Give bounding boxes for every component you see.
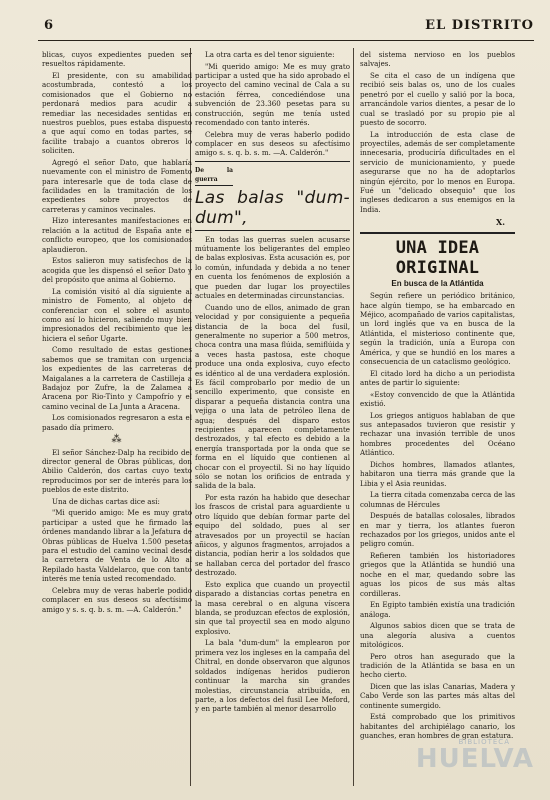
paragraph: Cuando uno de ellos, animado de gran velocidad y por consiguiente a pequeña distancia de la boca del fusil, generalmente no superior a 500 metros, choca contra una masa flúida, semiflúida y a veces hasta pastosa, este choque produce una onda explosiva, cuyo efecto es idéntico al de una verdadera explosión. Es fácil comprobarlo por medio de un sencillo experimento, que consiste en disparar a pequeña distancia contra una vejiga o una lata de petróleo llena de agua; después del disparo estos recipientes aparecen completamente destrozados, y tal efecto es debido a la energía transportada por la onda que se forma en el líquido que contienen al chocar con el proyectil. Si no hay líquido sólo se notan los orificios de entrada y salida de la bala. (195, 302, 350, 491)
paragraph: Por esta razón ha habido que desechar los frascos de cristal para aguardiente u otro líquido que debían formar parte del equipo del soldado, pues al ser atravesados por un proyectil se hacían añicos, y algunos fragmentos, arrojados a distancia, podían herir a los soldados que se hallaban cerca del portador del frasco destrozado. (195, 493, 350, 578)
quoted-letter: "Mi querido amigo: Me es muy grato participar a usted que he firmado las órdenes mandando librar a la Jefatura de Obras públicas de Huelva 1.500 pesetas para el estudio del camino vecinal desde la carretera de Venta de lo Alto al Repilado hasta Valdelarco, que con tanto interés me tenía usted recomendado. (42, 508, 192, 584)
paragraph: Agregó el señor Dato, que hablaría nuevamente con el ministro de Fomento para interesarle que de toda clase de facilidades en la tramitación de los expedientes sobre proyectos de carreteras y caminos vecinales. (42, 157, 192, 214)
paragraph: Según refiere un periódico británico, hace algún tiempo, se ha embarcado en Méjico, acompañado de varios capitalistas, un lord inglés que va en busca de la Atlántida, el misterioso continente que, según la tradición, unía a Europa con América, y que se hundió en los mares a consecuencia de un cataclismo geológico. (360, 291, 515, 366)
paragraph: El señor Sánchez-Dalp ha recibido del director general de Obras públicas, don Abilio Calderón, dos cartas cuyo texto reproducimos por ser de interés para los pueblos de este distrito. (42, 447, 192, 495)
article-headline: Las balas "dum-dum", (195, 188, 350, 231)
paragraph: Pero otros han asegurado que la tradición de la Atlántida se basa en un hecho cierto. (360, 651, 515, 680)
header-rule (38, 40, 534, 41)
paragraph: Hizo interesantes manifestaciones en relación a la actitud de España ante el conflicto europeo, que los comisionados aplaudieron. (42, 216, 192, 254)
page-number: 6 (44, 18, 54, 33)
library-watermark: HUELVA (415, 744, 534, 774)
column-3 (360, 50, 515, 790)
paragraph: La bala "dum-dum" la emplearon por primera vez los ingleses en la campaña del Chitral, en donde observaron que algunos soldados indígenas heridos pudieron continuar la marcha sin grandes molestias, circunstancia atribuída, en parte, a los defectos del fusil Lee Meford, y en parte también al menor desarrollo (195, 638, 350, 714)
paragraph: Se cita el caso de un indígena que recibió seis balas os, uno de los cuales penetró por el cuello y salió por la boca, arrancándole varios dientes, a pesar de lo cual se trasladó por su propio pie al puesto de socorro. (360, 71, 515, 128)
paragraph: En Egipto también existía una tradición análoga. (360, 600, 515, 619)
paragraph: Algunos sabios dicen que se trata de una alegoría alusiva a cuentos mitológicos. (360, 621, 515, 649)
quoted-letter: "Mi querido amigo: Me es muy grato participar a usted que ha sido aprobado el proyecto del camino vecinal de Cala a su estación férrea, concediéndose una subvención de 23.360 pesetas para su construcción, según me tenía usted recomendado con tanto interés. (195, 61, 350, 128)
section-rubric: De la guerra (195, 166, 233, 186)
library-watermark-label: BIBLIOTECA (458, 738, 510, 746)
article-subheadline: En busca de la Atlántida (391, 278, 484, 288)
paragraph: Los comisionados regresaron a esta el pasado día primero. (42, 413, 192, 432)
section-rule (195, 161, 350, 162)
paragraph: Como resultado de estas gestiones sabemos que se tramitan con urgencia los expedientes de las carreteras de Maigalanes a la carretera de Castilleja a Badajoz por Zufre, la de Zalamea a Aracena por Rio-Tinto y Campofrío y el camino vecinal de La Junta a Aracena. (42, 345, 192, 411)
article-headline: UNA IDEA ORIGINAL (395, 237, 480, 278)
paragraph: Una de dichas cartas dice así: (52, 496, 160, 506)
paragraph: El presidente, con su amabilidad acostumbrada, contestó a los comisionados que el Gobierno no perdonará medios para acudir a remediar las necesidades sentidas en nuestros pueblos, pues estaba dispuesto a que aquí como en todas partes, se facilite trabajo a cuantos obreros lo soliciten. (42, 71, 192, 156)
paragraph: del sistema nervioso en los pueblos salvajes. (360, 50, 515, 69)
paragraph: Los griegos antiguos hablaban de que sus antepasados tuvieron que resistir y rechazar una invasión terrible de unos hombres procedentes del Océano Atlántico. (360, 410, 515, 458)
paragraph: Esto explica que cuando un proyectil disparado a distancias cortas penetra en la masa cerebral o en alguna víscera blanda, se produzcan efectos de explosión, sin que tal proyectil sea en modo alguno explosivo. (195, 579, 350, 636)
page-header (38, 18, 534, 38)
paragraph: La otra carta es del tenor siguiente: (205, 50, 335, 59)
paragraph: blicas, cuyos expedientes pueden ser resueltos rápidamente. (42, 50, 192, 69)
paragraph: Dicen que las islas Canarias, Madera y Cabo Verde son las partes más altas del continente sumergido. (360, 682, 515, 710)
author-signature: X. (496, 217, 505, 228)
paragraph: La tierra citada comenzaba cerca de las columnas de Hércules (360, 490, 515, 509)
paragraph: Dichos hombres, llamados atlantes, habitaron una tierra más grande que la Libia y el Asia reunidas. (360, 459, 515, 488)
paragraph: En todas las guerras suelen acusarse mútuamente los beligerantes del empleo de balas explosivas. Esta acusación es, por lo común, infundada y debida a no tener en cuenta los fenómenos de explosión a que pueden dar lugar los proyectiles actuales en determinadas circunstancias. (195, 234, 350, 301)
publication-title: EL DISTRITO (425, 18, 534, 33)
paragraph: La introducción de esta clase de proyectiles, además de ser completamente innecesaria, produciría dificultades en el servicio de municionamiento, y puede asegurarse que no ha de adoptarlos ningún ejército, por lo menos en Europa. Fué un "delicado obsequio" que los ingleses dedicaron a sus enemigos en la India. (360, 129, 515, 214)
paragraph: Refieren también los historiadores griegos que la Atlántida se hundió una noche en el mar, quedando sobre las aguas los picos de sus más altas cordilleras. (360, 550, 515, 598)
paragraph: El citado lord ha dicho a un periodista antes de partir lo siguiente: (360, 368, 515, 387)
section-separator: ⁂ (111, 434, 123, 446)
section-rule (360, 232, 515, 234)
paragraph: Estos salieron muy satisfechos de la acogida que les dispensó el señor Dato y del propósito que anima al Gobierno. (42, 256, 192, 285)
paragraph: Está comprobado que los primitivos habitantes del archipiélago canario, los guanches, eran hombres de gran estatura. (360, 712, 515, 741)
paragraph: «Estoy convencido de que la Atlántida existió. (360, 389, 515, 408)
quoted-letter-closing: Celebra muy de veras haberle podido complacer en sus deseos su afectísimo amigo y s. s. q. b. s. m. —A. Calderón." (42, 585, 192, 614)
column-divider (353, 48, 354, 786)
paragraph: La comisión visitó al día siguiente al ministro de Fomento, al objeto de conferenciar con el sobre el asunto, como así lo hicieron, saliendo muy bien impresionados del recibimiento que les hiciera el señor Ugarte. (42, 286, 192, 343)
quoted-letter-closing: Celebra muy de veras haberlo podido complacer en sus deseos su afectísimo amigo s. s. q. b. s. m. —A. Calderón." (195, 129, 350, 158)
column-1 (42, 50, 192, 790)
paragraph: Después de batallas colosales, librados en mar y tierra, los atlantes fueron rechazados por los griegos, unidos ante el peligro común. (360, 511, 515, 549)
column-2 (195, 50, 350, 790)
